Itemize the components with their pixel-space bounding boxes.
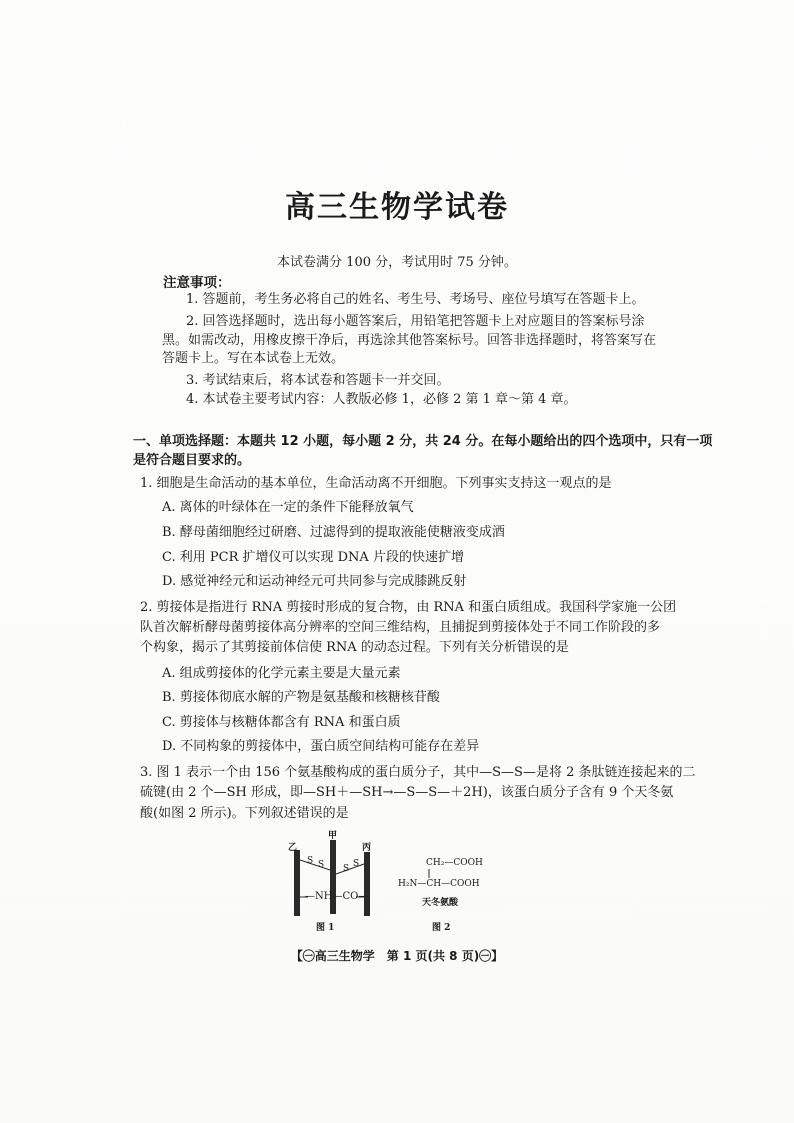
question-2-option-d: D. 不同构象的剪接体中，蛋白质空间结构可能存在差异 — [162, 739, 480, 754]
question-1-option-a: A. 离体的叶绿体在一定的条件下能释放氧气 — [162, 500, 414, 515]
question-2-option-c: C. 剪接体与核糖体都含有 RNA 和蛋白质 — [162, 715, 401, 730]
sulfur-atom: S — [353, 859, 360, 869]
notice-line: 2. 回答选择题时，选出每小题答案后，用铅笔把答题卡上对应题目的答案标号涂 — [186, 314, 645, 329]
disulfide-bond-right — [336, 864, 364, 874]
question-2-option-a: A. 组成剪接体的化学元素主要是大量元素 — [162, 666, 401, 681]
figure-1-caption: 图 1 — [316, 923, 335, 933]
question-1-stem: 1. 细胞是生命活动的基本单位，生命活动离不开细胞。下列事实支持这一观点的是 — [140, 476, 612, 491]
section-heading: 一、单项选择题：本题共 12 小题，每小题 2 分，共 24 分。在每小题给出的四个选项中，只有一项 — [133, 434, 713, 449]
question-3-stem: 硫键(由 2 个—SH 形成，即—SH＋—SH→—S—S—＋2H)，该蛋白质分子含有 9 个天冬氨 — [140, 785, 674, 800]
sulfur-atom: S — [343, 864, 350, 874]
question-1-option-d: D. 感觉神经元和运动神经元可共同参与完成膝跳反射 — [162, 574, 467, 589]
notice-line: 1. 答题前，考生务必将自己的姓名、考生号、考场号、座位号填写在答题卡上。 — [186, 292, 645, 307]
chain-label-bing: 丙 — [362, 843, 372, 853]
chain-yi — [294, 850, 300, 916]
page-title: 高三生物学试卷 — [285, 190, 509, 225]
question-3-stem: 酸(如图 2 所示)。下列叙述错误的是 — [140, 806, 349, 821]
section-heading-cont: 是符合题目要求的。 — [133, 453, 251, 468]
notice-line: 答题卡上。写在本试卷上无效。 — [162, 351, 345, 366]
notice-line: 3. 考试结束后，将本试卷和答题卡一并交回。 — [186, 373, 450, 388]
question-2-stem: 个构象，揭示了其剪接前体信使 RNA 的动态过程。下列有关分析错误的是 — [140, 640, 569, 655]
sulfur-atom: S — [307, 856, 314, 866]
figure-2 — [396, 856, 506, 933]
amino-acid-backbone: H₂N—CH—COOH — [398, 879, 480, 889]
sulfur-atom: S — [318, 860, 325, 870]
ch2-group: CH₂—COOH — [426, 858, 483, 868]
chain-label-yi: 乙 — [288, 843, 298, 853]
question-1-option-c: C. 利用 PCR 扩增仪可以实现 DNA 片段的快速扩增 — [162, 550, 464, 565]
question-2-stem: 2. 剪接体是指进行 RNA 剪接时形成的复合物，由 RNA 和蛋白质组成。我国科学家施一公团 — [140, 600, 677, 615]
peptide-bond-label: —NH—CO— — [305, 891, 369, 902]
question-3-stem: 3. 图 1 表示一个由 156 个氨基酸构成的蛋白质分子，其中—S—S—是将 2 条肽链连接起来的二 — [140, 765, 696, 780]
question-2-option-b: B. 剪接体彻底水解的产物是氨基酸和核糖核苷酸 — [162, 690, 440, 705]
question-1-option-b: B. 酵母菌细胞经过研磨、过滤得到的提取液能使糖液变成酒 — [162, 525, 505, 540]
notice-heading: 注意事项： — [163, 275, 231, 291]
notice-line: 4. 本试卷主要考试内容：人教版必修 1，必修 2 第 1 章～第 4 章。 — [186, 392, 577, 407]
notice-line: 黑。如需改动，用橡皮擦干净后，再选涂其他答案标号。回答非选择题时，将答案写在 — [162, 333, 657, 348]
figure-1 — [280, 826, 390, 933]
chain-bing — [364, 852, 370, 916]
chain-jia — [330, 840, 336, 914]
molecule-name: 天冬氨酸 — [422, 898, 459, 908]
figure-2-caption: 图 2 — [432, 923, 451, 933]
disulfide-bond-left — [300, 860, 330, 870]
chain-label-jia: 甲 — [328, 831, 338, 841]
question-2-stem: 队首次解析酵母菌剪接体高分辨率的空间三维结构，且捕捉到剪接体处于不同工作阶段的多 — [140, 620, 661, 635]
exam-info: 本试卷满分 100 分，考试用时 75 分钟。 — [277, 255, 517, 270]
page-footer: 【㊀高三生物学 第 1 页(共 8 页)㊀】 — [290, 949, 504, 963]
